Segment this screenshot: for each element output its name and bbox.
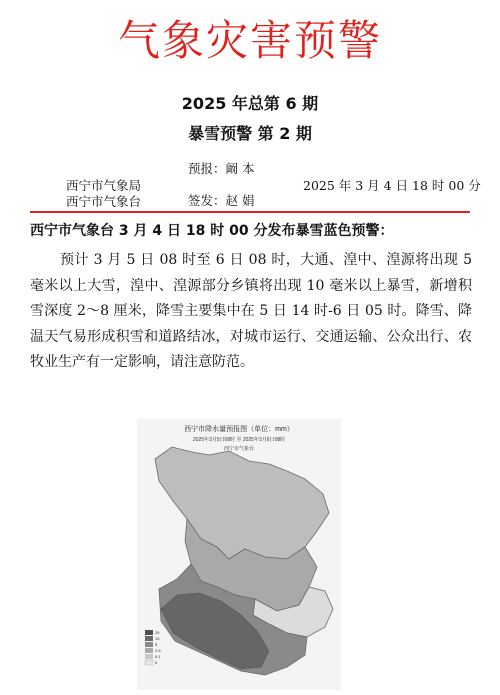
red-divider (30, 211, 470, 213)
issue-number: 2025 年总第 6 期 (181, 94, 319, 113)
org-observatory: 西宁市气象台 (66, 194, 142, 209)
org-bureau: 西宁市气象局 (66, 178, 142, 193)
signer-line: 签发：赵 娟 (188, 193, 255, 208)
svg-text:5: 5 (155, 642, 158, 647)
issue-subtitle: 暴雪预警 第 2 期 (188, 124, 312, 143)
notice-lead: 西宁市气象台 3 月 4 日 18 时 00 分发布暴雪蓝色预警： (30, 223, 394, 239)
svg-text:0.1: 0.1 (155, 654, 161, 659)
svg-text:2.5: 2.5 (155, 648, 161, 653)
map-svg (137, 419, 341, 690)
notice-body: 预计 3 月 5 日 08 时至 6 日 08 时，大通、湟中、湟源将出现 5 毫米以上大雪，湟中、湟源部分乡镇将出现 10 毫米以上暴雪，新增积雪深度 2～8 厘米，降雪主要集中在 5 日 14 时-6 日 05 时。降雪、降温天气易形成积雪和道路结冰，对城市运行、交通运输、公众出行、农牧业生产有一定影响，请注意防范。 (30, 252, 472, 370)
map-source: 西宁市气象台 (223, 446, 255, 452)
svg-text:10: 10 (155, 636, 160, 641)
svg-text:25: 25 (155, 630, 160, 635)
map-period: 2025年3月5日08时 至 2025年3月6日08时 (192, 437, 286, 443)
precipitation-map (137, 419, 341, 690)
page-header-title: 气象灾害预警 (117, 16, 382, 65)
svg-text:0: 0 (155, 660, 158, 665)
forecaster-line: 预报：阚 本 (188, 161, 255, 176)
issue-datetime: 2025 年 3 月 4 日 18 时 00 分 (303, 178, 481, 193)
map-title: 西宁市降水量预报图（单位：mm） (184, 426, 294, 433)
